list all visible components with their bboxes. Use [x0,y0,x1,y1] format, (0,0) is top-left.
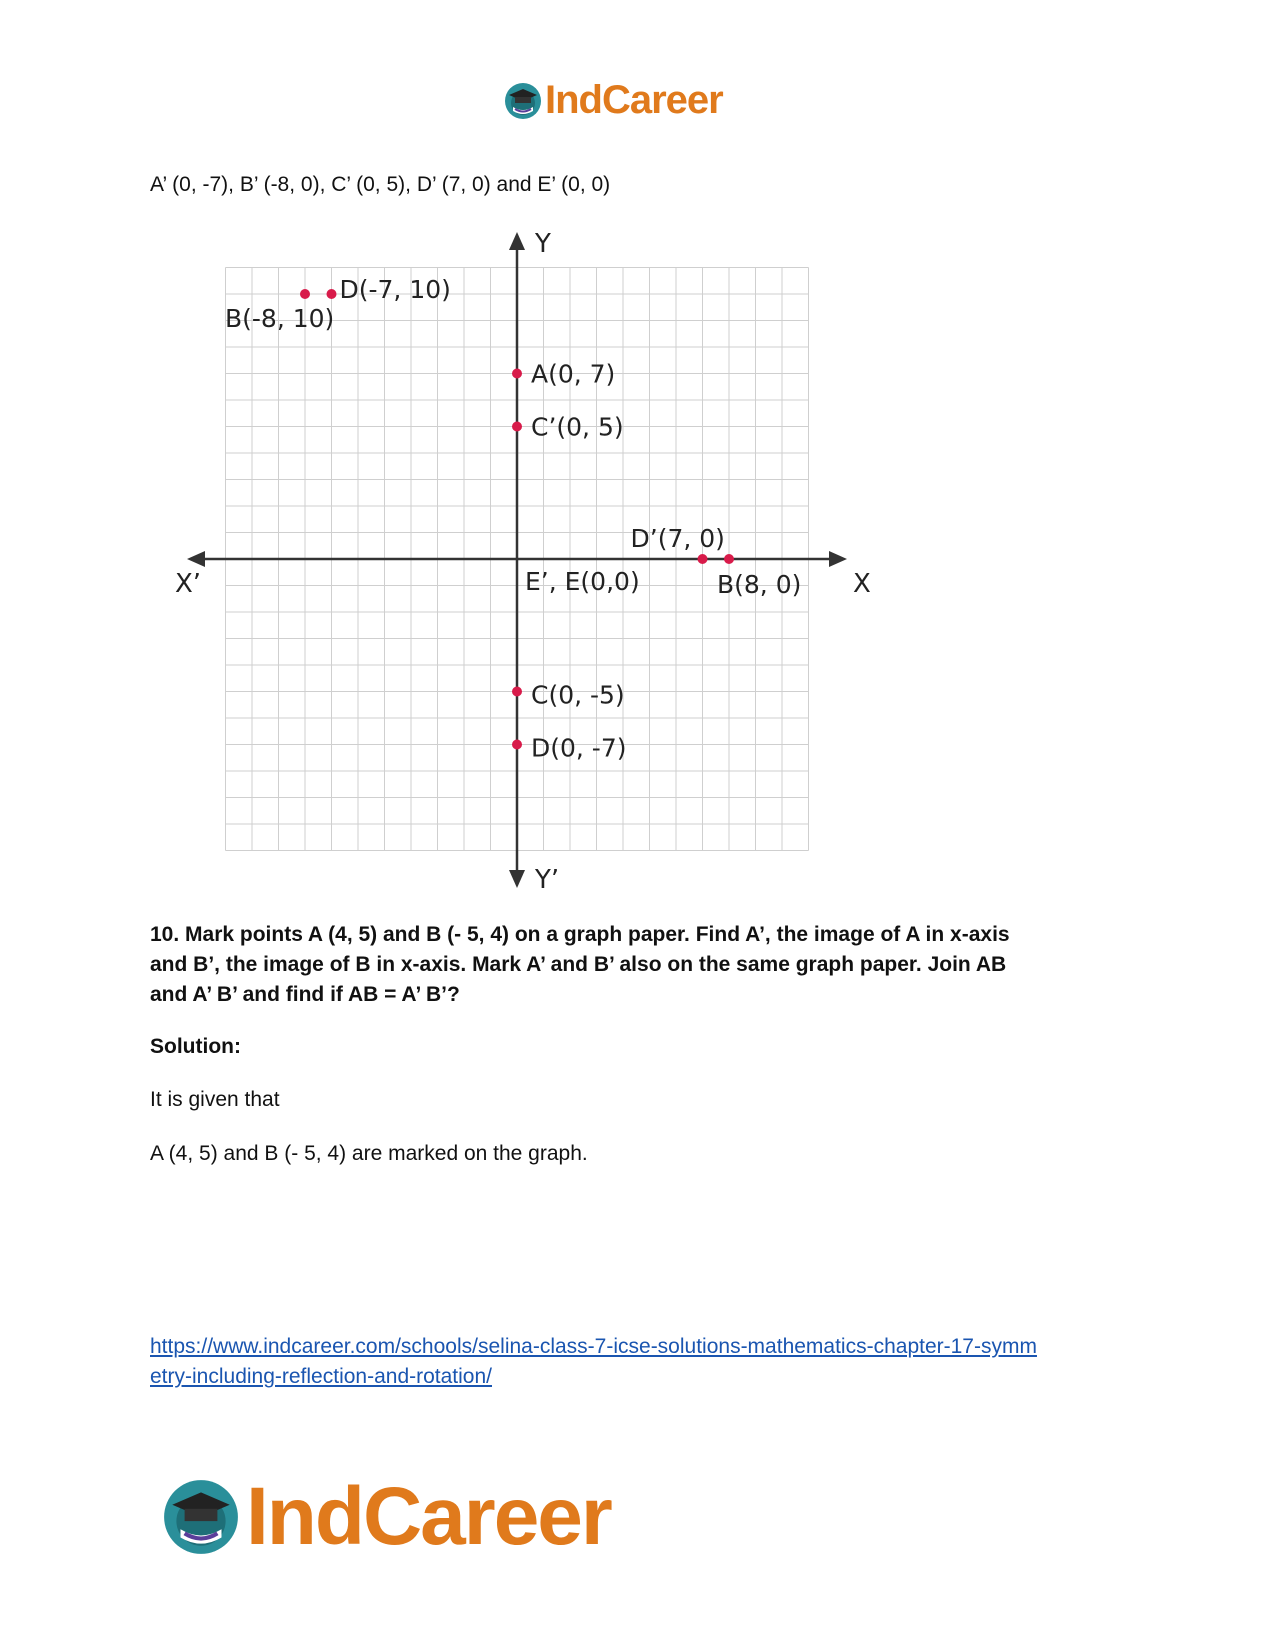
y-axis-label: Y [535,232,551,259]
point-marker [512,740,522,750]
graduation-cap-logo-icon [160,1476,242,1558]
point-marker [724,554,734,564]
point-label: C(0, -5) [531,680,625,710]
point-label: B(8, 0) [717,570,802,599]
point-label: C’(0, 5) [531,412,624,442]
graduation-cap-logo-icon [503,81,543,121]
point-label: D’(7, 0) [630,524,725,553]
coordinate-graph [175,232,895,902]
brand-name: IndCareer [246,1471,611,1562]
point-marker [327,289,337,299]
x-axis-arrow-right [829,551,847,567]
y-axis-arrow-up [509,232,525,250]
point-label: B(-8, 10) [225,304,335,333]
point-marker [512,369,522,379]
footer-logo [160,1470,611,1564]
y-axis-neg-label: Y’ [535,865,560,895]
question-line-2: and B’, the image of B in x-axis. Mark A’ and B’ also on the same graph paper. Join AB [150,953,1007,976]
x-axis-arrow-left [187,551,205,567]
brand-name: IndCareer [545,78,723,122]
point-marker [512,422,522,432]
point-marker [300,289,310,299]
answer-line: A’ (0, -7), B’ (-8, 0), C’ (0, 5), D’ (7, 0) and E’ (0, 0) [150,173,611,196]
source-link-line-1[interactable]: https://www.indcareer.com/schools/selina-class-7-icse-solutions-mathematics-chapter-17-symm [150,1335,1037,1358]
y-axis-arrow-down [509,870,525,888]
source-link-line-2[interactable]: etry-including-reflection-and-rotation/ [150,1365,492,1388]
point-marker [698,554,708,564]
x-axis-label: X [853,569,871,599]
given-text: It is given that [150,1088,280,1111]
x-axis-neg-label: X’ [175,569,202,599]
header-logo [503,78,723,123]
point-label: D(-7, 10) [339,275,451,304]
question-line-1: 10. Mark points A (4, 5) and B (- 5, 4) on a graph paper. Find A’, the image of A in x-axis [150,923,1010,946]
point-label: A(0, 7) [531,359,616,389]
marked-text: A (4, 5) and B (- 5, 4) are marked on the graph. [150,1142,588,1165]
question-line-3: and A’ B’ and find if AB = A’ B’? [150,983,460,1006]
point-label: D(0, -7) [531,733,627,763]
point-marker [512,687,522,697]
solution-heading: Solution: [150,1035,241,1058]
point-label: E’, E(0,0) [525,567,640,596]
